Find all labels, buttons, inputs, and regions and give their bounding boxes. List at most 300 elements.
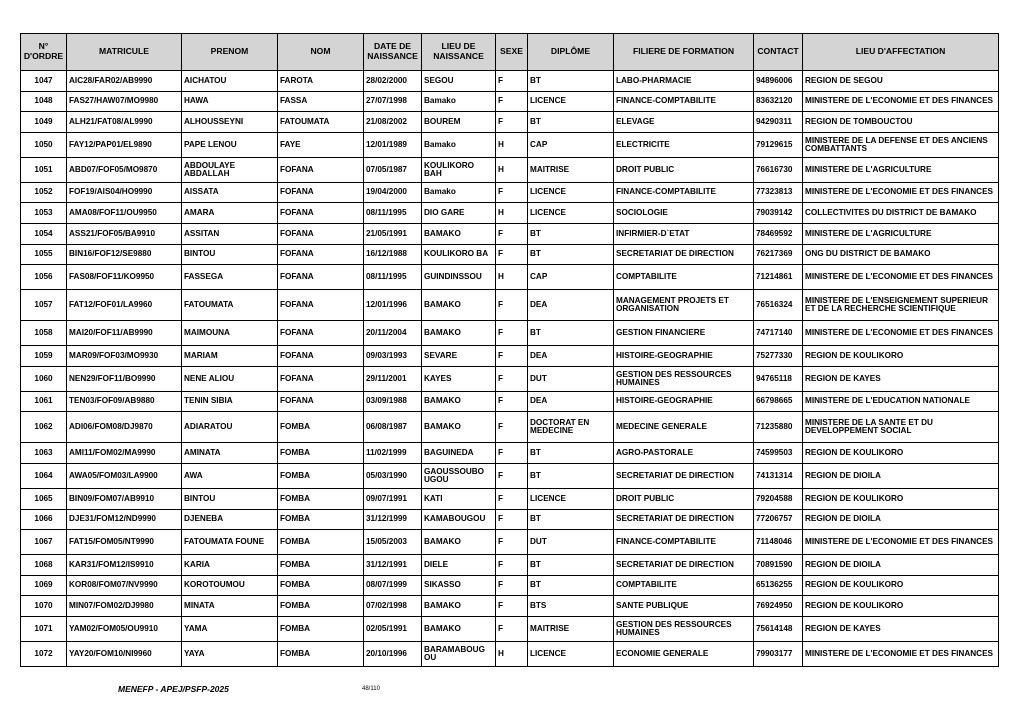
cell-ordre: 1070: [21, 596, 67, 617]
cell-date: 03/09/1988: [364, 391, 422, 412]
cell-lieu: Bamako: [422, 91, 496, 112]
cell-diplome: BT: [528, 244, 614, 265]
col-header-date: DATE DE NAISSANCE: [364, 34, 422, 71]
cell-filiere: HISTOIRE-GEOGRAPHIE: [614, 346, 754, 367]
cell-nom: FOFANA: [278, 157, 364, 182]
cell-diplome: CAP: [528, 132, 614, 157]
cell-affectation: REGION DE KAYES: [803, 616, 999, 641]
table-row: [21, 223, 999, 244]
cell-contact: 77206757: [754, 509, 803, 530]
cell-nom: FOMBA: [278, 463, 364, 488]
cell-affectation: REGION DE DIOILA: [803, 555, 999, 576]
cell-nom: FOFANA: [278, 346, 364, 367]
cell-sexe: F: [496, 530, 528, 555]
cell-prenom: KOROTOUMOU: [182, 575, 278, 596]
cell-matricule: DJE31/FOM12/ND9990: [67, 509, 182, 530]
cell-lieu: SEVARE: [422, 346, 496, 367]
cell-prenom: AICHATOU: [182, 71, 278, 92]
cell-affectation: REGION DE DIOILA: [803, 463, 999, 488]
table-row: [21, 182, 999, 203]
cell-lieu: SIKASSO: [422, 575, 496, 596]
cell-matricule: YAY20/FOM10/NI9960: [67, 641, 182, 666]
cell-prenom: BINTOU: [182, 244, 278, 265]
cell-diplome: LICENCE: [528, 91, 614, 112]
cell-matricule: FAS08/FOF11/KO9950: [67, 265, 182, 290]
cell-diplome: BT: [528, 463, 614, 488]
cell-prenom: ASSITAN: [182, 223, 278, 244]
cell-date: 21/05/1991: [364, 223, 422, 244]
table-row: [21, 641, 999, 666]
cell-ordre: 1053: [21, 203, 67, 224]
cell-ordre: 1057: [21, 290, 67, 321]
cell-prenom: ALHOUSSEYNI: [182, 112, 278, 133]
cell-sexe: H: [496, 265, 528, 290]
cell-affectation: REGION DE KOULIKORO: [803, 575, 999, 596]
cell-affectation: MINISTERE DE LA DEFENSE ET DES ANCIENS COMBATTANTS: [803, 132, 999, 157]
cell-contact: 71148046: [754, 530, 803, 555]
cell-affectation: MINISTERE DE LA SANTE ET DU DEVELOPPEMENT SOCIAL: [803, 412, 999, 443]
cell-prenom: AMINATA: [182, 443, 278, 464]
cell-nom: FOFANA: [278, 366, 364, 391]
cell-nom: FOFANA: [278, 203, 364, 224]
cell-prenom: YAMA: [182, 616, 278, 641]
cell-contact: 76924950: [754, 596, 803, 617]
cell-date: 12/01/1996: [364, 290, 422, 321]
cell-date: 08/07/1999: [364, 575, 422, 596]
cell-ordre: 1061: [21, 391, 67, 412]
cell-prenom: YAYA: [182, 641, 278, 666]
cell-nom: FOMBA: [278, 530, 364, 555]
cell-date: 07/05/1987: [364, 157, 422, 182]
cell-diplome: BT: [528, 71, 614, 92]
cell-nom: FAROTA: [278, 71, 364, 92]
table-row: [21, 555, 999, 576]
col-header-prenom: PRENOM: [182, 34, 278, 71]
cell-lieu: KAYES: [422, 366, 496, 391]
cell-contact: 94896006: [754, 71, 803, 92]
cell-filiere: SECRETARIAT DE DIRECTION: [614, 509, 754, 530]
cell-matricule: FAS27/HAW07/MO9980: [67, 91, 182, 112]
cell-ordre: 1051: [21, 157, 67, 182]
cell-sexe: F: [496, 488, 528, 509]
cell-ordre: 1071: [21, 616, 67, 641]
cell-date: 31/12/1999: [364, 509, 422, 530]
cell-lieu: BOUREM: [422, 112, 496, 133]
cell-matricule: MAR09/FOF03/MO9930: [67, 346, 182, 367]
cell-filiere: HISTOIRE-GEOGRAPHIE: [614, 391, 754, 412]
table-row: [21, 244, 999, 265]
cell-sexe: F: [496, 575, 528, 596]
cell-date: 29/11/2001: [364, 366, 422, 391]
cell-lieu: KOULIKORO BAH: [422, 157, 496, 182]
cell-ordre: 1059: [21, 346, 67, 367]
table-row: [21, 575, 999, 596]
recruitment-table: [20, 33, 999, 667]
table-row: [21, 596, 999, 617]
cell-lieu: BAMAKO: [422, 530, 496, 555]
cell-nom: FOFANA: [278, 321, 364, 346]
cell-matricule: ABD07/FOF05/MO9870: [67, 157, 182, 182]
cell-prenom: FASSEGA: [182, 265, 278, 290]
cell-nom: FOFANA: [278, 391, 364, 412]
table-row: [21, 203, 999, 224]
cell-ordre: 1048: [21, 91, 67, 112]
col-header-matricule: MATRICULE: [67, 34, 182, 71]
cell-diplome: BT: [528, 575, 614, 596]
cell-lieu: BAMAKO: [422, 321, 496, 346]
cell-diplome: BTS: [528, 596, 614, 617]
cell-nom: FOMBA: [278, 596, 364, 617]
cell-sexe: F: [496, 71, 528, 92]
cell-prenom: KARIA: [182, 555, 278, 576]
cell-matricule: BIN16/FOF12/SE9880: [67, 244, 182, 265]
cell-sexe: F: [496, 463, 528, 488]
cell-ordre: 1069: [21, 575, 67, 596]
cell-contact: 79039142: [754, 203, 803, 224]
cell-filiere: MANAGEMENT PROJETS ET ORGANISATION: [614, 290, 754, 321]
col-header-ordre: N° D'ORDRE: [21, 34, 67, 71]
cell-contact: 74717140: [754, 321, 803, 346]
table-row: [21, 443, 999, 464]
cell-nom: FOFANA: [278, 182, 364, 203]
cell-sexe: H: [496, 132, 528, 157]
cell-sexe: F: [496, 555, 528, 576]
cell-nom: FOMBA: [278, 443, 364, 464]
cell-prenom: AMARA: [182, 203, 278, 224]
cell-lieu: SEGOU: [422, 71, 496, 92]
cell-nom: FOMBA: [278, 575, 364, 596]
cell-sexe: F: [496, 182, 528, 203]
col-header-filiere: FILIERE DE FORMATION: [614, 34, 754, 71]
cell-sexe: F: [496, 366, 528, 391]
cell-contact: 65136255: [754, 575, 803, 596]
cell-affectation: REGION DE KOULIKORO: [803, 488, 999, 509]
cell-matricule: FAY12/PAP01/EL9890: [67, 132, 182, 157]
cell-prenom: AISSATA: [182, 182, 278, 203]
cell-date: 16/12/1988: [364, 244, 422, 265]
cell-sexe: F: [496, 223, 528, 244]
cell-contact: 94765118: [754, 366, 803, 391]
cell-contact: 75277330: [754, 346, 803, 367]
cell-diplome: BT: [528, 112, 614, 133]
cell-ordre: 1052: [21, 182, 67, 203]
cell-ordre: 1068: [21, 555, 67, 576]
cell-diplome: LICENCE: [528, 641, 614, 666]
cell-sexe: F: [496, 616, 528, 641]
cell-lieu: GAOUSSOUBO UGOU: [422, 463, 496, 488]
cell-filiere: FINANCE-COMPTABILITE: [614, 91, 754, 112]
table-row: [21, 463, 999, 488]
cell-diplome: DEA: [528, 391, 614, 412]
cell-prenom: ABDOULAYE ABDALLAH: [182, 157, 278, 182]
cell-date: 11/02/1999: [364, 443, 422, 464]
cell-prenom: BINTOU: [182, 488, 278, 509]
cell-nom: FAYE: [278, 132, 364, 157]
cell-lieu: BAMAKO: [422, 596, 496, 617]
cell-matricule: ASS21/FOF05/BA9910: [67, 223, 182, 244]
cell-ordre: 1055: [21, 244, 67, 265]
cell-filiere: LABO-PHARMACIE: [614, 71, 754, 92]
cell-sexe: F: [496, 391, 528, 412]
cell-ordre: 1065: [21, 488, 67, 509]
cell-ordre: 1063: [21, 443, 67, 464]
table-row: [21, 616, 999, 641]
cell-prenom: PAPE LENOU: [182, 132, 278, 157]
cell-date: 08/11/1995: [364, 265, 422, 290]
cell-nom: FOMBA: [278, 555, 364, 576]
cell-affectation: COLLECTIVITES DU DISTRICT DE BAMAKO: [803, 203, 999, 224]
cell-contact: 79903177: [754, 641, 803, 666]
cell-affectation: MINISTERE DE L'ECONOMIE ET DES FINANCES: [803, 91, 999, 112]
table-row: [21, 366, 999, 391]
cell-date: 09/07/1991: [364, 488, 422, 509]
cell-ordre: 1054: [21, 223, 67, 244]
cell-filiere: SECRETARIAT DE DIRECTION: [614, 463, 754, 488]
cell-filiere: COMPTABILITE: [614, 265, 754, 290]
cell-filiere: COMPTABILITE: [614, 575, 754, 596]
cell-date: 19/04/2000: [364, 182, 422, 203]
cell-nom: FOMBA: [278, 412, 364, 443]
cell-date: 02/05/1991: [364, 616, 422, 641]
table-row: [21, 509, 999, 530]
cell-contact: 76217369: [754, 244, 803, 265]
table-row: [21, 290, 999, 321]
cell-filiere: AGRO-PASTORALE: [614, 443, 754, 464]
cell-diplome: DEA: [528, 290, 614, 321]
col-header-diplome: DIPLÔME: [528, 34, 614, 71]
cell-date: 05/03/1990: [364, 463, 422, 488]
cell-affectation: REGION DE KAYES: [803, 366, 999, 391]
table-row: [21, 391, 999, 412]
cell-contact: 74599503: [754, 443, 803, 464]
cell-matricule: FOF19/AIS04/HO9990: [67, 182, 182, 203]
cell-filiere: GESTION DES RESSOURCES HUMAINES: [614, 366, 754, 391]
cell-matricule: AIC28/FAR02/AB9990: [67, 71, 182, 92]
cell-matricule: AWA05/FOM03/LA9900: [67, 463, 182, 488]
cell-matricule: MAI20/FOF11/AB9990: [67, 321, 182, 346]
cell-date: 28/02/2000: [364, 71, 422, 92]
cell-ordre: 1064: [21, 463, 67, 488]
cell-affectation: MINISTERE DE L'ECONOMIE ET DES FINANCES: [803, 530, 999, 555]
cell-matricule: KAR31/FOM12/IS9910: [67, 555, 182, 576]
cell-lieu: BAGUINEDA: [422, 443, 496, 464]
cell-prenom: HAWA: [182, 91, 278, 112]
col-header-nom: NOM: [278, 34, 364, 71]
cell-affectation: REGION DE TOMBOUCTOU: [803, 112, 999, 133]
cell-lieu: GUINDINSSOU: [422, 265, 496, 290]
cell-matricule: TEN03/FOF09/AB9880: [67, 391, 182, 412]
cell-date: 06/08/1987: [364, 412, 422, 443]
cell-diplome: CAP: [528, 265, 614, 290]
cell-diplome: LICENCE: [528, 488, 614, 509]
cell-contact: 76516324: [754, 290, 803, 321]
cell-affectation: ONG DU DISTRICT DE BAMAKO: [803, 244, 999, 265]
cell-contact: 74131314: [754, 463, 803, 488]
table-body: [21, 71, 999, 667]
cell-sexe: F: [496, 290, 528, 321]
cell-filiere: FINANCE-COMPTABILITE: [614, 182, 754, 203]
cell-affectation: MINISTERE DE L'AGRICULTURE: [803, 157, 999, 182]
cell-lieu: BAMAKO: [422, 290, 496, 321]
table-row: [21, 157, 999, 182]
cell-filiere: GESTION FINANCIERE: [614, 321, 754, 346]
cell-date: 12/01/1989: [364, 132, 422, 157]
cell-lieu: BAMAKO: [422, 616, 496, 641]
cell-lieu: Bamako: [422, 132, 496, 157]
cell-ordre: 1067: [21, 530, 67, 555]
cell-date: 31/12/1991: [364, 555, 422, 576]
cell-sexe: F: [496, 596, 528, 617]
cell-lieu: KAMABOUGOU: [422, 509, 496, 530]
cell-contact: 77323813: [754, 182, 803, 203]
cell-filiere: ECONOMIE GENERALE: [614, 641, 754, 666]
cell-sexe: F: [496, 346, 528, 367]
cell-affectation: REGION DE DIOILA: [803, 509, 999, 530]
cell-filiere: SECRETARIAT DE DIRECTION: [614, 555, 754, 576]
cell-filiere: ELEVAGE: [614, 112, 754, 133]
cell-sexe: H: [496, 157, 528, 182]
cell-date: 08/11/1995: [364, 203, 422, 224]
cell-ordre: 1056: [21, 265, 67, 290]
col-header-sexe: SEXE: [496, 34, 528, 71]
cell-nom: FOFANA: [278, 223, 364, 244]
cell-nom: FOFANA: [278, 265, 364, 290]
table-row: [21, 412, 999, 443]
cell-prenom: MARIAM: [182, 346, 278, 367]
cell-nom: FOMBA: [278, 616, 364, 641]
cell-prenom: TENIN SIBIA: [182, 391, 278, 412]
table-header: [21, 34, 999, 71]
table-row: [21, 530, 999, 555]
table-row: [21, 71, 999, 92]
cell-prenom: MAIMOUNA: [182, 321, 278, 346]
col-header-lieu: LIEU DE NAISSANCE: [422, 34, 496, 71]
cell-prenom: MINATA: [182, 596, 278, 617]
cell-sexe: F: [496, 443, 528, 464]
cell-diplome: DEA: [528, 346, 614, 367]
cell-diplome: BT: [528, 321, 614, 346]
cell-ordre: 1050: [21, 132, 67, 157]
cell-affectation: REGION DE KOULIKORO: [803, 443, 999, 464]
cell-affectation: REGION DE SEGOU: [803, 71, 999, 92]
cell-filiere: DROIT PUBLIC: [614, 488, 754, 509]
cell-filiere: SECRETARIAT DE DIRECTION: [614, 244, 754, 265]
cell-sexe: F: [496, 321, 528, 346]
cell-diplome: MAITRISE: [528, 616, 614, 641]
cell-filiere: SANTE PUBLIQUE: [614, 596, 754, 617]
cell-diplome: LICENCE: [528, 203, 614, 224]
cell-contact: 78469592: [754, 223, 803, 244]
table-row: [21, 321, 999, 346]
cell-date: 21/08/2002: [364, 112, 422, 133]
cell-lieu: KATI: [422, 488, 496, 509]
cell-matricule: AMA08/FOF11/OU9950: [67, 203, 182, 224]
footer-reference: MENEFP - APEJ/PSFP-2025: [118, 684, 229, 694]
cell-sexe: F: [496, 91, 528, 112]
cell-matricule: MIN07/FOM02/DJ9980: [67, 596, 182, 617]
cell-lieu: BAMAKO: [422, 412, 496, 443]
cell-prenom: FATOUMATA: [182, 290, 278, 321]
cell-contact: 75614148: [754, 616, 803, 641]
cell-affectation: REGION DE KOULIKORO: [803, 596, 999, 617]
cell-lieu: BAMAKO: [422, 223, 496, 244]
cell-diplome: DOCTORAT EN MEDECINE: [528, 412, 614, 443]
cell-sexe: H: [496, 203, 528, 224]
table-row: [21, 488, 999, 509]
cell-ordre: 1058: [21, 321, 67, 346]
cell-ordre: 1072: [21, 641, 67, 666]
cell-contact: 94290311: [754, 112, 803, 133]
cell-sexe: F: [496, 244, 528, 265]
cell-matricule: KOR08/FOM07/NV9990: [67, 575, 182, 596]
cell-lieu: BAMAKO: [422, 391, 496, 412]
cell-filiere: GESTION DES RESSOURCES HUMAINES: [614, 616, 754, 641]
cell-contact: 70891590: [754, 555, 803, 576]
cell-filiere: FINANCE-COMPTABILITE: [614, 530, 754, 555]
cell-filiere: DROIT PUBLIC: [614, 157, 754, 182]
cell-affectation: MINISTERE DE L'ECONOMIE ET DES FINANCES: [803, 641, 999, 666]
cell-matricule: YAM02/FOM05/OU9910: [67, 616, 182, 641]
cell-diplome: BT: [528, 509, 614, 530]
cell-prenom: FATOUMATA FOUNE: [182, 530, 278, 555]
cell-ordre: 1049: [21, 112, 67, 133]
cell-nom: FOFANA: [278, 244, 364, 265]
cell-date: 20/10/1996: [364, 641, 422, 666]
cell-contact: 71235880: [754, 412, 803, 443]
col-header-contact: CONTACT: [754, 34, 803, 71]
cell-nom: FATOUMATA: [278, 112, 364, 133]
cell-ordre: 1066: [21, 509, 67, 530]
table-row: [21, 91, 999, 112]
cell-date: 27/07/1998: [364, 91, 422, 112]
cell-diplome: LICENCE: [528, 182, 614, 203]
cell-matricule: FAT15/FOM05/NT9990: [67, 530, 182, 555]
cell-affectation: MINISTERE DE L'ECONOMIE ET DES FINANCES: [803, 321, 999, 346]
cell-ordre: 1062: [21, 412, 67, 443]
cell-affectation: MINISTERE DE L'ENSEIGNEMENT SUPERIEUR ET DE LA RECHERCHE SCIENTIFIQUE: [803, 290, 999, 321]
cell-prenom: DJENEBA: [182, 509, 278, 530]
cell-matricule: FAT12/FOF01/LA9960: [67, 290, 182, 321]
cell-diplome: BT: [528, 555, 614, 576]
cell-affectation: MINISTERE DE L'ECONOMIE ET DES FINANCES: [803, 265, 999, 290]
cell-contact: 76616730: [754, 157, 803, 182]
cell-lieu: KOULIKORO BA: [422, 244, 496, 265]
cell-nom: FOFANA: [278, 290, 364, 321]
table-row: [21, 265, 999, 290]
cell-matricule: AMI11/FOM02/MA9990: [67, 443, 182, 464]
cell-nom: FOMBA: [278, 509, 364, 530]
cell-ordre: 1047: [21, 71, 67, 92]
cell-contact: 66798665: [754, 391, 803, 412]
cell-prenom: ADIARATOU: [182, 412, 278, 443]
cell-affectation: MINISTERE DE L'ECONOMIE ET DES FINANCES: [803, 182, 999, 203]
cell-sexe: F: [496, 412, 528, 443]
cell-date: 20/11/2004: [364, 321, 422, 346]
cell-diplome: DUT: [528, 366, 614, 391]
table-row: [21, 112, 999, 133]
cell-sexe: F: [496, 509, 528, 530]
col-header-affectation: LIEU D'AFFECTATION: [803, 34, 999, 71]
cell-lieu: BARAMABOUG OU: [422, 641, 496, 666]
cell-date: 15/05/2003: [364, 530, 422, 555]
cell-ordre: 1060: [21, 366, 67, 391]
cell-date: 09/03/1993: [364, 346, 422, 367]
cell-matricule: NEN29/FOF11/BO9990: [67, 366, 182, 391]
page-number: 48/110: [362, 686, 380, 692]
cell-contact: 79129615: [754, 132, 803, 157]
cell-nom: FOMBA: [278, 488, 364, 509]
cell-diplome: MAITRISE: [528, 157, 614, 182]
